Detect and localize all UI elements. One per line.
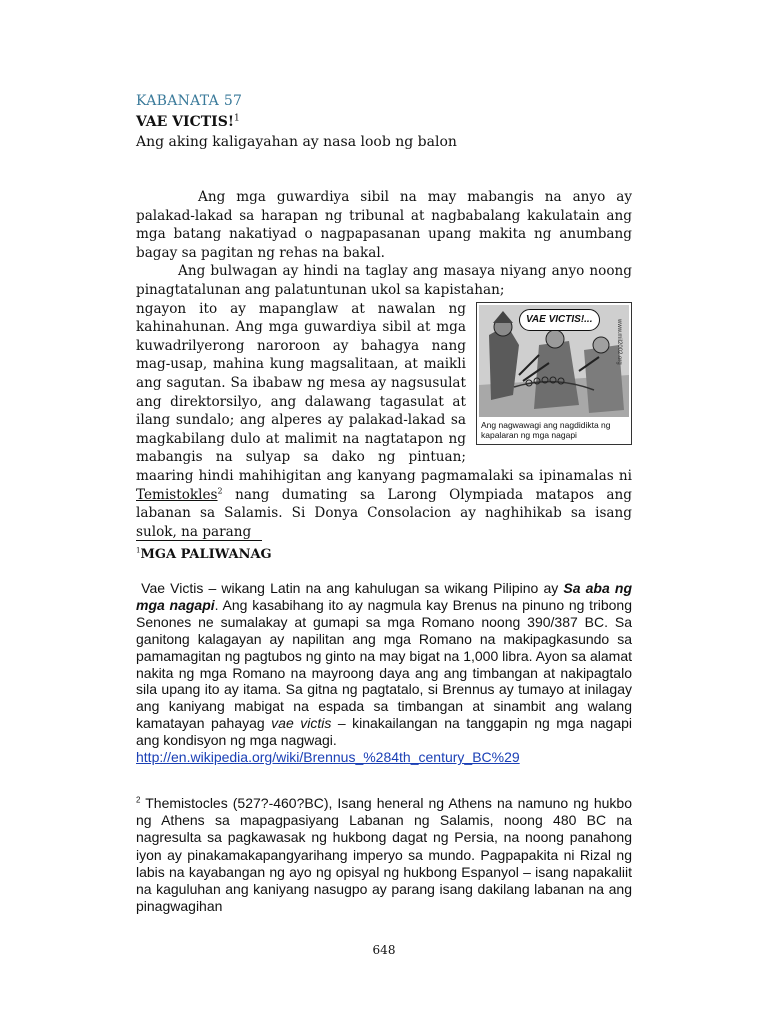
comic-figure — [476, 302, 632, 445]
paragraph-2-continued — [136, 300, 632, 542]
footnote-divider — [136, 540, 262, 541]
footnote-1-italic: vae victis — [271, 715, 332, 732]
underlined-name: Temistokles — [136, 486, 218, 503]
footnote-1-text-a: Vae Victis – wikang Latin na ang kahulugan sa wikang Pilipino ay — [141, 580, 559, 596]
paragraph-2: Ang bulwagan ay hindi na taglay ang masaya niyang anyo noong pinagtatalunan ang palatuntunan ukol sa kapistahan; — [136, 263, 632, 298]
footnote-2 — [136, 795, 632, 915]
footnote-heading — [136, 547, 272, 562]
footnote-heading-text: MGA PALIWANAG — [140, 547, 272, 562]
footnote-2-note: 2 — [136, 795, 141, 805]
image-watermark: www.mil2002.org — [616, 318, 622, 365]
footnote-1-text-b: . Ang kasabihang ito ay nagmula kay Brenus na pinuno ng tribong Senones ne sumalakay at gumapi sa mga Romano noong 390/387 BC. Sa ganitong kalagayan ay napilitan ang mga Romano na makipagkasundo sa pamamagitan ng pagtubos ng ginto na may bigat na 1,000 libra. Ayon sa alamat nakita ng mga Romano na mayroong daya ang ang timbangan at nakipagtalo sila upang ito ay itama. Sa gitna ng pagtatalo, si Brennus ay tumayo at inilagay ang kaniyang mabigat na espada sa timbangan at sinambit ang walang kamatayan pahayag — [136, 596, 632, 732]
chapter-title-text: VAE VICTIS! — [136, 114, 234, 130]
figure-caption: Ang nagwawagi ang nagdidikta ng kapalaran ng mga nagapi — [481, 419, 611, 441]
paragraph-1: Ang mga guwardiya sibil na may mabangis na anyo ay palakad-lakad sa harapan ng tribunal at nagbabalang kakulatain ang mga batang nakatiyad o nagpapasanan upang makita ng anumbang bagay sa pagitan ng rehas na bakal. — [136, 189, 632, 261]
comic-illustration — [479, 305, 629, 417]
chapter-title — [136, 114, 240, 130]
footnote-1-emphasis: Sa aba ng mga nagapi — [136, 580, 632, 613]
speech-bubble: VAE VICTIS!... — [519, 309, 600, 332]
footnote-ref-2[interactable]: 2 — [217, 485, 223, 495]
paragraph-2-text: ngayon ito ay mapanglaw at nawalan ng kahinahunan. Ang mga guwardiya sibil at mga kuwadrilyerong naroroon ay bahagya nang mag-usap, mahina kung magsalitaan, at maikli ang sagutan. Sa ibabaw ng mesa ay nagsusulat ang direktorsilyo, ang dalawang tagasulat at ilang sundalo; ang alperes ay palakad-lakad sa magkabilang dulo at malimit na nagtatapon ng mabangis na sulyap sa dako ng pintuan; maaring hindi mahihigitan ang kanyang pagmamalaki sa ipinamalas ni — [136, 300, 632, 484]
footnote-ref-1[interactable]: 1 — [233, 113, 240, 124]
footnote-heading-note: 1 — [136, 546, 141, 555]
footnote-1 — [136, 580, 632, 766]
page-number: 648 — [372, 943, 396, 957]
wikipedia-link[interactable]: http://en.wikipedia.org/wiki/Brennus_%284th_century_BC%29 — [136, 749, 520, 766]
paragraph-2-tail: nang dumating sa Larong Olympiada matapos ang labanan sa Salamis. Si Donya Consolacion ay naghihikab sa isang sulok, na parang — [136, 486, 632, 540]
body-text — [136, 188, 632, 541]
footnote-2-text: Themistocles (527?-460?BC), Isang heneral ng Athens na namuno ng hukbo ng Athens sa mapagpasiyang Labanan ng Salamis, noong 480 BC na nagresulta sa pagkawasak ng hukbong dagat ng Persia, na noong panahong iyon ay pinakamakapangyarihang imperyo sa mundo. Pagpapakita ni Rizal ng labis na kayabangan ng ayo ng opisyal ng hukbong Espanyol – isang napakaliit na kaguluhan ang kaniyang nasugpo ay parang isang dakilang labanan na ang pinagwagihan — [136, 795, 632, 915]
chapter-label: KABANATA 57 — [136, 93, 243, 109]
footnote-1-text-c: – kinakailangan na tanggapin ng mga nagapi ang kondisyon ng mga nagwagi. — [136, 715, 633, 749]
chapter-subtitle: Ang aking kaligayahan ay nasa loob ng balon — [136, 134, 457, 150]
